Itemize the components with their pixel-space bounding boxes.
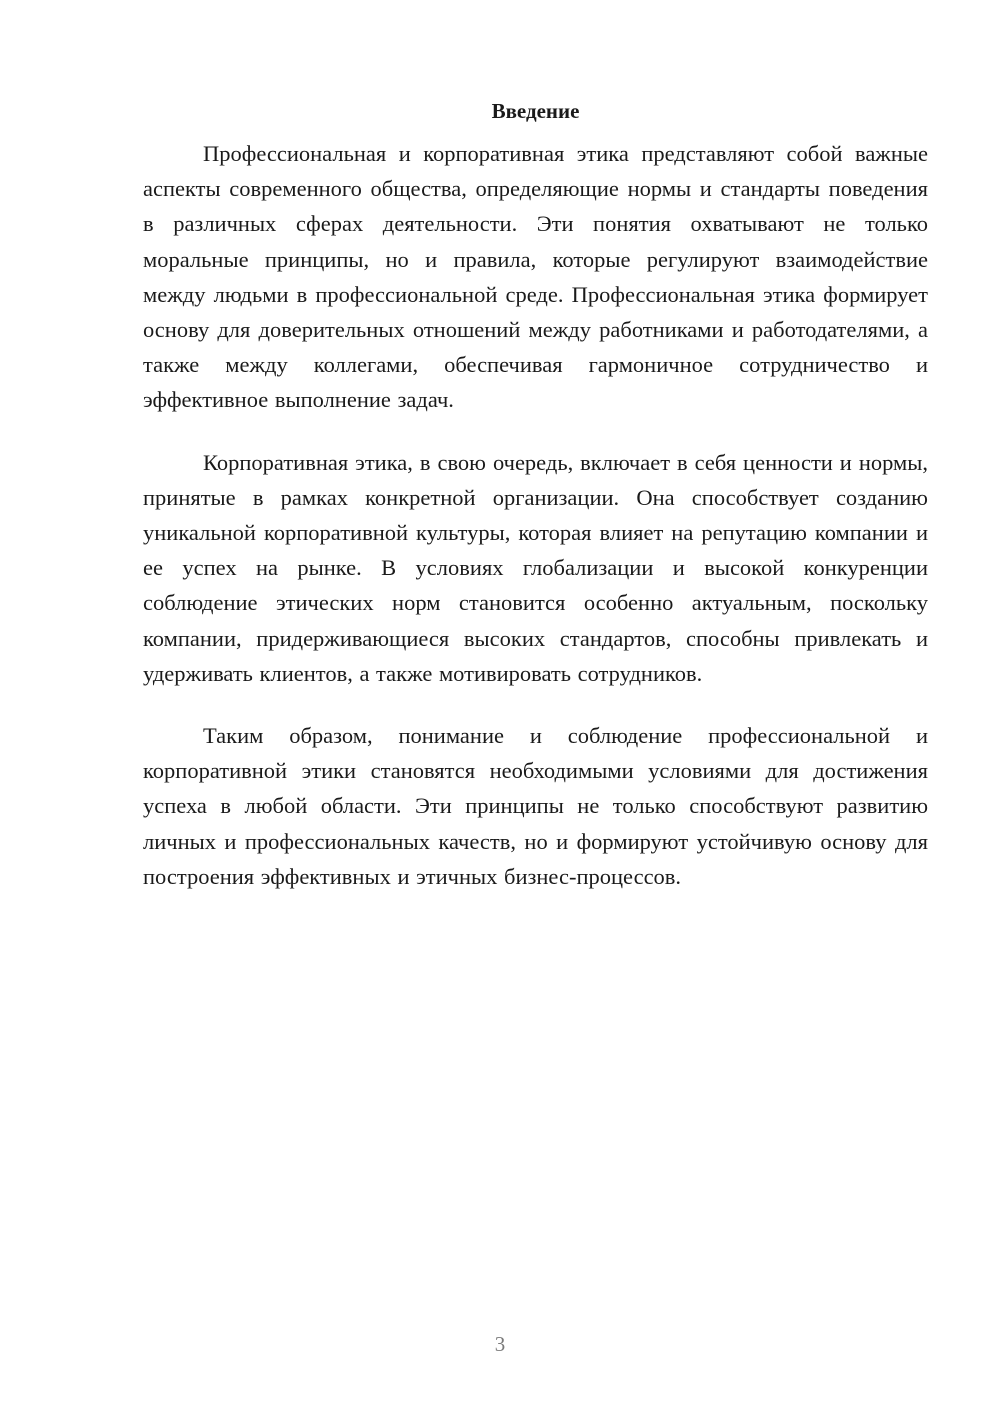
page-content	[143, 94, 928, 921]
paragraph-3: Таким образом, понимание и соблюдение профессиональной и корпоративной этики становятся необходимыми условиями для достижения успеха в любой области. Эти принципы не только способствуют развитию личных и профессиональных качеств, но и формируют устойчивую основу для построения эффективных и этичных бизнес-процессов.	[143, 723, 928, 889]
section-heading: Введение	[491, 99, 580, 123]
page-number: 3	[494, 1332, 506, 1356]
paragraph-1: Профессиональная и корпоративная этика представляют собой важные аспекты современного общества, определяющие нормы и стандарты поведения в различных сферах деятельности. Эти понятия охватывают не только моральные принципы, но и правила, которые регулируют взаимодействие между людьми в профессиональной среде. Профессиональная этика формирует основу для доверительных отношений между работниками и работодателями, а также между коллегами, обеспечивая гармоничное сотрудничество и эффективное выполнение задач.	[143, 141, 928, 413]
paragraph-2: Корпоративная этика, в свою очередь, включает в себя ценности и нормы, принятые в рамках конкретной организации. Она способствует созданию уникальной корпоративной культуры, которая влияет на репутацию компании и ее успех на рынке. В условиях глобализации и высокой конкуренции соблюдение этических норм становится особенно актуальным, поскольку компании, придерживающиеся высоких стандартов, способны привлекать и удерживать клиентов, а также мотивировать сотрудников.	[143, 449, 928, 686]
